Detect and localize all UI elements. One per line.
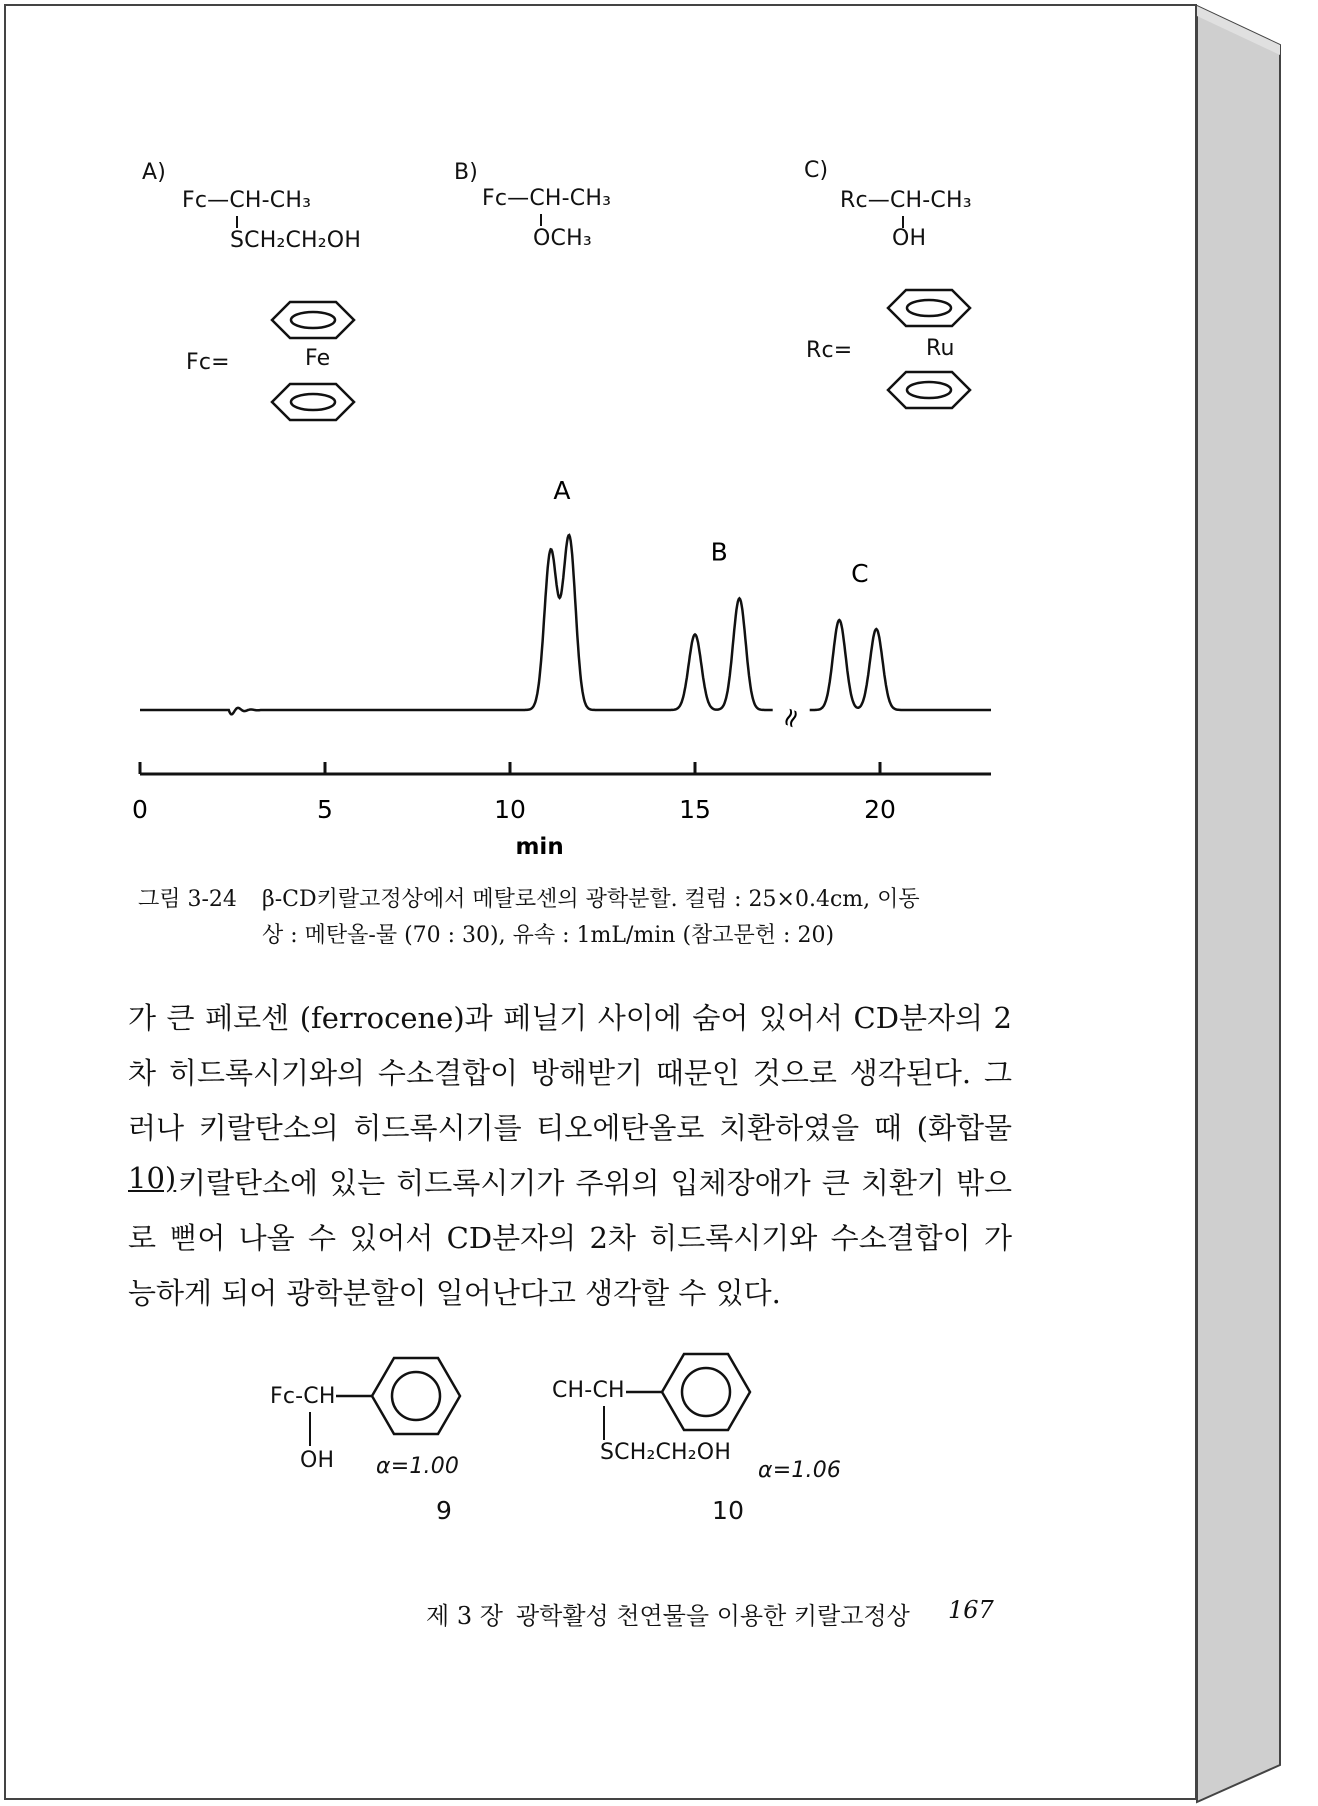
body-line: 능하게 되어 광학분할이 일어난다고 생각할 수 있다. — [128, 1276, 781, 1310]
rc-metal-label: Ru — [926, 336, 955, 361]
cyclopentadienyl-ring-icon — [262, 378, 362, 428]
structure-b-line2: OCH₃ — [533, 226, 592, 251]
structure-a-line2: SCH₂CH₂OH — [230, 228, 362, 253]
axis-tick-label: 0 — [132, 795, 148, 824]
chromatogram-chart — [0, 470, 1100, 870]
axis-tick-label: 5 — [317, 795, 333, 824]
compound-9-formula: Fc-CH — [270, 1384, 336, 1409]
compound-10-alpha: α=1.06 — [758, 1458, 842, 1483]
peak-label-c: C — [851, 559, 869, 588]
structure-c-label: C) — [804, 158, 829, 183]
body-line: 키랄탄소에 있는 히드록시기가 주위의 입체장애가 큰 치환기 밖으 — [178, 1166, 1012, 1200]
footer-chapter: 제 3 장 — [426, 1602, 503, 1630]
caption-line-1: β-CD키랄고정상에서 메탈로센의 광학분할. 컬럼 : 25×0.4cm, 이동 — [262, 887, 920, 912]
axis-break-symbol: ≈ — [773, 702, 810, 734]
body-line: 러나 키랄탄소의 히드록시기를 티오에탄올로 치환하였을 때 (화합물 — [128, 1111, 1012, 1145]
bond-line — [309, 1412, 311, 1446]
structure-a-line1: Fc—CH-CH₃ — [182, 188, 312, 213]
chromatogram-trace-segment — [810, 620, 991, 710]
chromatogram-trace-segment — [140, 535, 773, 714]
compound-10-formula: CH-CH — [552, 1378, 625, 1403]
compound-10-number: 10 — [712, 1496, 745, 1525]
body-line: 가 큰 페로센 (ferrocene)과 페닐기 사이에 숨어 있어서 CD분자의 2 — [128, 1001, 1012, 1035]
axis-tick-label: 10 — [494, 795, 526, 824]
axis-tick-label: 20 — [864, 795, 896, 824]
structure-b-line1: Fc—CH-CH₃ — [482, 186, 612, 211]
peak-label-b: B — [710, 537, 728, 567]
fc-def-label: Fc= — [186, 350, 230, 375]
structure-c-line2: OH — [892, 226, 927, 251]
structure-b-label: B) — [454, 160, 479, 185]
benzene-ring-icon — [336, 1350, 466, 1450]
time-axis — [140, 762, 991, 774]
cyclopentadienyl-ring-icon — [878, 366, 978, 416]
figure-number: 그림 3-24 — [138, 887, 237, 912]
compound-10-sub: SCH₂CH₂OH — [600, 1440, 732, 1465]
cyclopentadienyl-ring-icon — [262, 296, 362, 346]
peak-label-a: A — [553, 476, 571, 506]
body-line: 차 히드록시기와의 수소결합이 방해받기 때문인 것으로 생각된다. 그 — [128, 1056, 1012, 1090]
compound-9-alpha: α=1.00 — [376, 1454, 460, 1479]
compound-9-sub: OH — [300, 1448, 335, 1473]
bond-line — [236, 216, 238, 228]
compound-9-number: 9 — [436, 1496, 453, 1525]
bond-line — [540, 214, 542, 226]
cyclopentadienyl-ring-icon — [878, 284, 978, 334]
structure-a-label: A) — [142, 160, 167, 185]
compound-reference: 10) — [128, 1161, 177, 1195]
axis-unit-label: min — [515, 834, 564, 860]
bond-line — [603, 1406, 605, 1440]
rc-def-label: Rc= — [806, 338, 853, 363]
axis-tick-label: 15 — [679, 795, 711, 824]
footer-title: 광학활성 천연물을 이용한 키랄고정상 — [516, 1602, 910, 1630]
structure-c-line1: Rc—CH-CH₃ — [840, 188, 972, 213]
fc-metal-label: Fe — [305, 346, 331, 371]
page-number: 167 — [948, 1596, 994, 1624]
body-line: 로 뻗어 나올 수 있어서 CD분자의 2차 히드록시기와 수소결합이 가 — [128, 1221, 1012, 1255]
benzene-ring-icon — [626, 1340, 756, 1440]
caption-line-2: 상 : 메탄올-물 (70 : 30), 유속 : 1mL/min (참고문헌 : 20) — [262, 923, 835, 948]
